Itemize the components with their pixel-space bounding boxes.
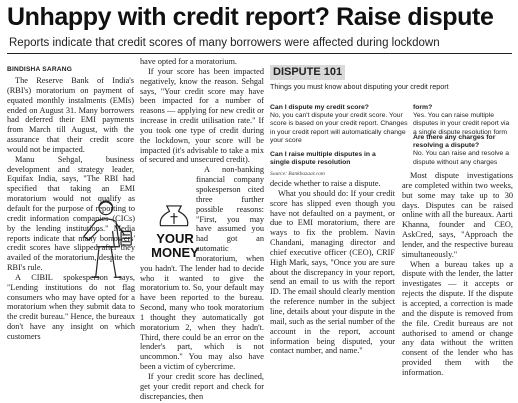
headline-rule bbox=[7, 53, 512, 54]
column-1-paragraph: The Reserve Bank of India's (RBI's) moratorium on payment of equated monthly instalments (EMIs) ended on August 31. Many borrowers had deferred their EMI payments from March till August, with the assurance that their credit score would not be impacted. bbox=[7, 76, 134, 154]
dispute-box-source: Source: Bankbazaar.com bbox=[270, 171, 325, 177]
byline: BINDISHA SARANG bbox=[7, 66, 73, 73]
dispute-box bbox=[270, 62, 513, 167]
dispute-question: Can I dispute my credit score? bbox=[270, 104, 369, 111]
column-4-paragraph: When a bureau takes up a dispute with the lender, the latter investigates — it accepts or rejects the dispute. If the dispute is accepted, a correction is made and the dispute is removed from the file. Credit bureaus are not authorised to amend or change any data without the written consent of the lender who has provided them with the information. bbox=[402, 259, 513, 377]
column-4 bbox=[402, 171, 513, 378]
your-label: YOUR bbox=[156, 231, 194, 246]
headline: Unhappy with credit report? Raise dispute bbox=[7, 3, 494, 31]
column-1-paragraph: Manu Sehgal, business development and strategy leader, Equifax India, says, "The RBI had specified that taking an EMI moratorium would not qualify as default for the purpose of reporting to credit information companies (CICs) by the lending institutions." Media reports indicate that many borrowers' credit scores have slipped after they availed of the moratorium, despite the RBI's rule. bbox=[7, 154, 135, 273]
dispute-question: Are there any charges for resolving a dispute? bbox=[413, 134, 496, 150]
dispute-answer: No. You can raise and resolve a dispute without any charges bbox=[413, 150, 509, 166]
column-2-paragraph: If your credit score has declined, get your credit report and check for discrepancies, then bbox=[140, 372, 264, 401]
dispute-question: Can I raise multiple disputes in a single dispute resolution bbox=[270, 151, 376, 167]
column-2-paragraph: have opted for a moratorium. bbox=[140, 57, 237, 66]
dispute-qa-2 bbox=[270, 151, 395, 167]
your-money-graphic bbox=[150, 232, 200, 260]
deck: Reports indicate that credit scores of many borrowers were affected during lockdown bbox=[9, 37, 440, 49]
dispute-qa-1 bbox=[270, 104, 410, 145]
dispute-answer: Yes. You can raise multiple disputes in your credit report via a single dispute resolution form bbox=[413, 112, 510, 136]
dispute-question: form? bbox=[413, 104, 433, 111]
column-1-paragraph: A CIBIL spokesperson says, "Lending institutions do not flag consumers who may have opted for a moratorium when they submit data to the credit bureau." Hence, the bureaux don't have any insight on which customers bbox=[7, 272, 135, 341]
dispute-qa-4 bbox=[413, 134, 513, 167]
column-3 bbox=[270, 171, 395, 356]
column-3-paragraph: decide whether to raise a dispute. bbox=[270, 179, 381, 188]
money-label: MONEY bbox=[151, 245, 199, 260]
person-illustration bbox=[72, 190, 138, 290]
dispute-box-title: DISPUTE 101 bbox=[270, 65, 345, 80]
dispute-box-subtitle: Things you must know about disputing your credit report bbox=[270, 82, 449, 91]
dispute-answer: No, you can't dispute your credit score. Your score is based on your credit report. Changes in your credit report will automatically change your score bbox=[270, 112, 408, 144]
money-bag-icon bbox=[156, 198, 192, 230]
column-2-paragraph: A non-banking financial company spokesperson cited three further possible reasons: "First, you may have assumed you had got an automatic moratorium, when you hadn't. The lender had to decide who it wanted to give the moratorium to. So, your default may have been reported to the bureau. Second, many who took moratorium 1 thought they automatically got moratorium 2, when they hadn't. Third, there could be an error on the lender's part, which is not uncommon." You may also have been a victim of cybercrime. bbox=[140, 165, 264, 372]
column-3-paragraph: What you should do: If your credit score has slipped even though you have not defaulted on a payment, or due to EMI moratorium, there are ways to fix the problem. Navin Chandani, managing director and chief executive officer (CEO), CRIF High Mark, says, "Once you are sure about the discrepancy in your report, send an email to us with the report ID. The email should clearly mention the reference number in the subject line, details about your dispute in the mail, such as the serial number of the account in the report, account information being disputed, your contact number, and name." bbox=[270, 188, 395, 356]
column-4-paragraph: Most dispute investigations are completed within two weeks, but some may take up to 30 days. Disputes can be raised online with all the bureaux. Aarti Khanna, founder and CEO, AskCred, says, "Approach the lender, and the respective bureau simultaneously." bbox=[402, 171, 513, 259]
dispute-qa-3 bbox=[413, 104, 513, 137]
column-2-paragraph: If your score has been impacted negatively, know the reason. Sehgal says, "Your credit score may have been impacted for a number of reasons — applying for new credit or increase in credit utilisation rate." If you took one type of credit during the lockdown, your score will be impacted (it's advisable to take a mix of secured and unsecured credit). bbox=[140, 66, 264, 165]
